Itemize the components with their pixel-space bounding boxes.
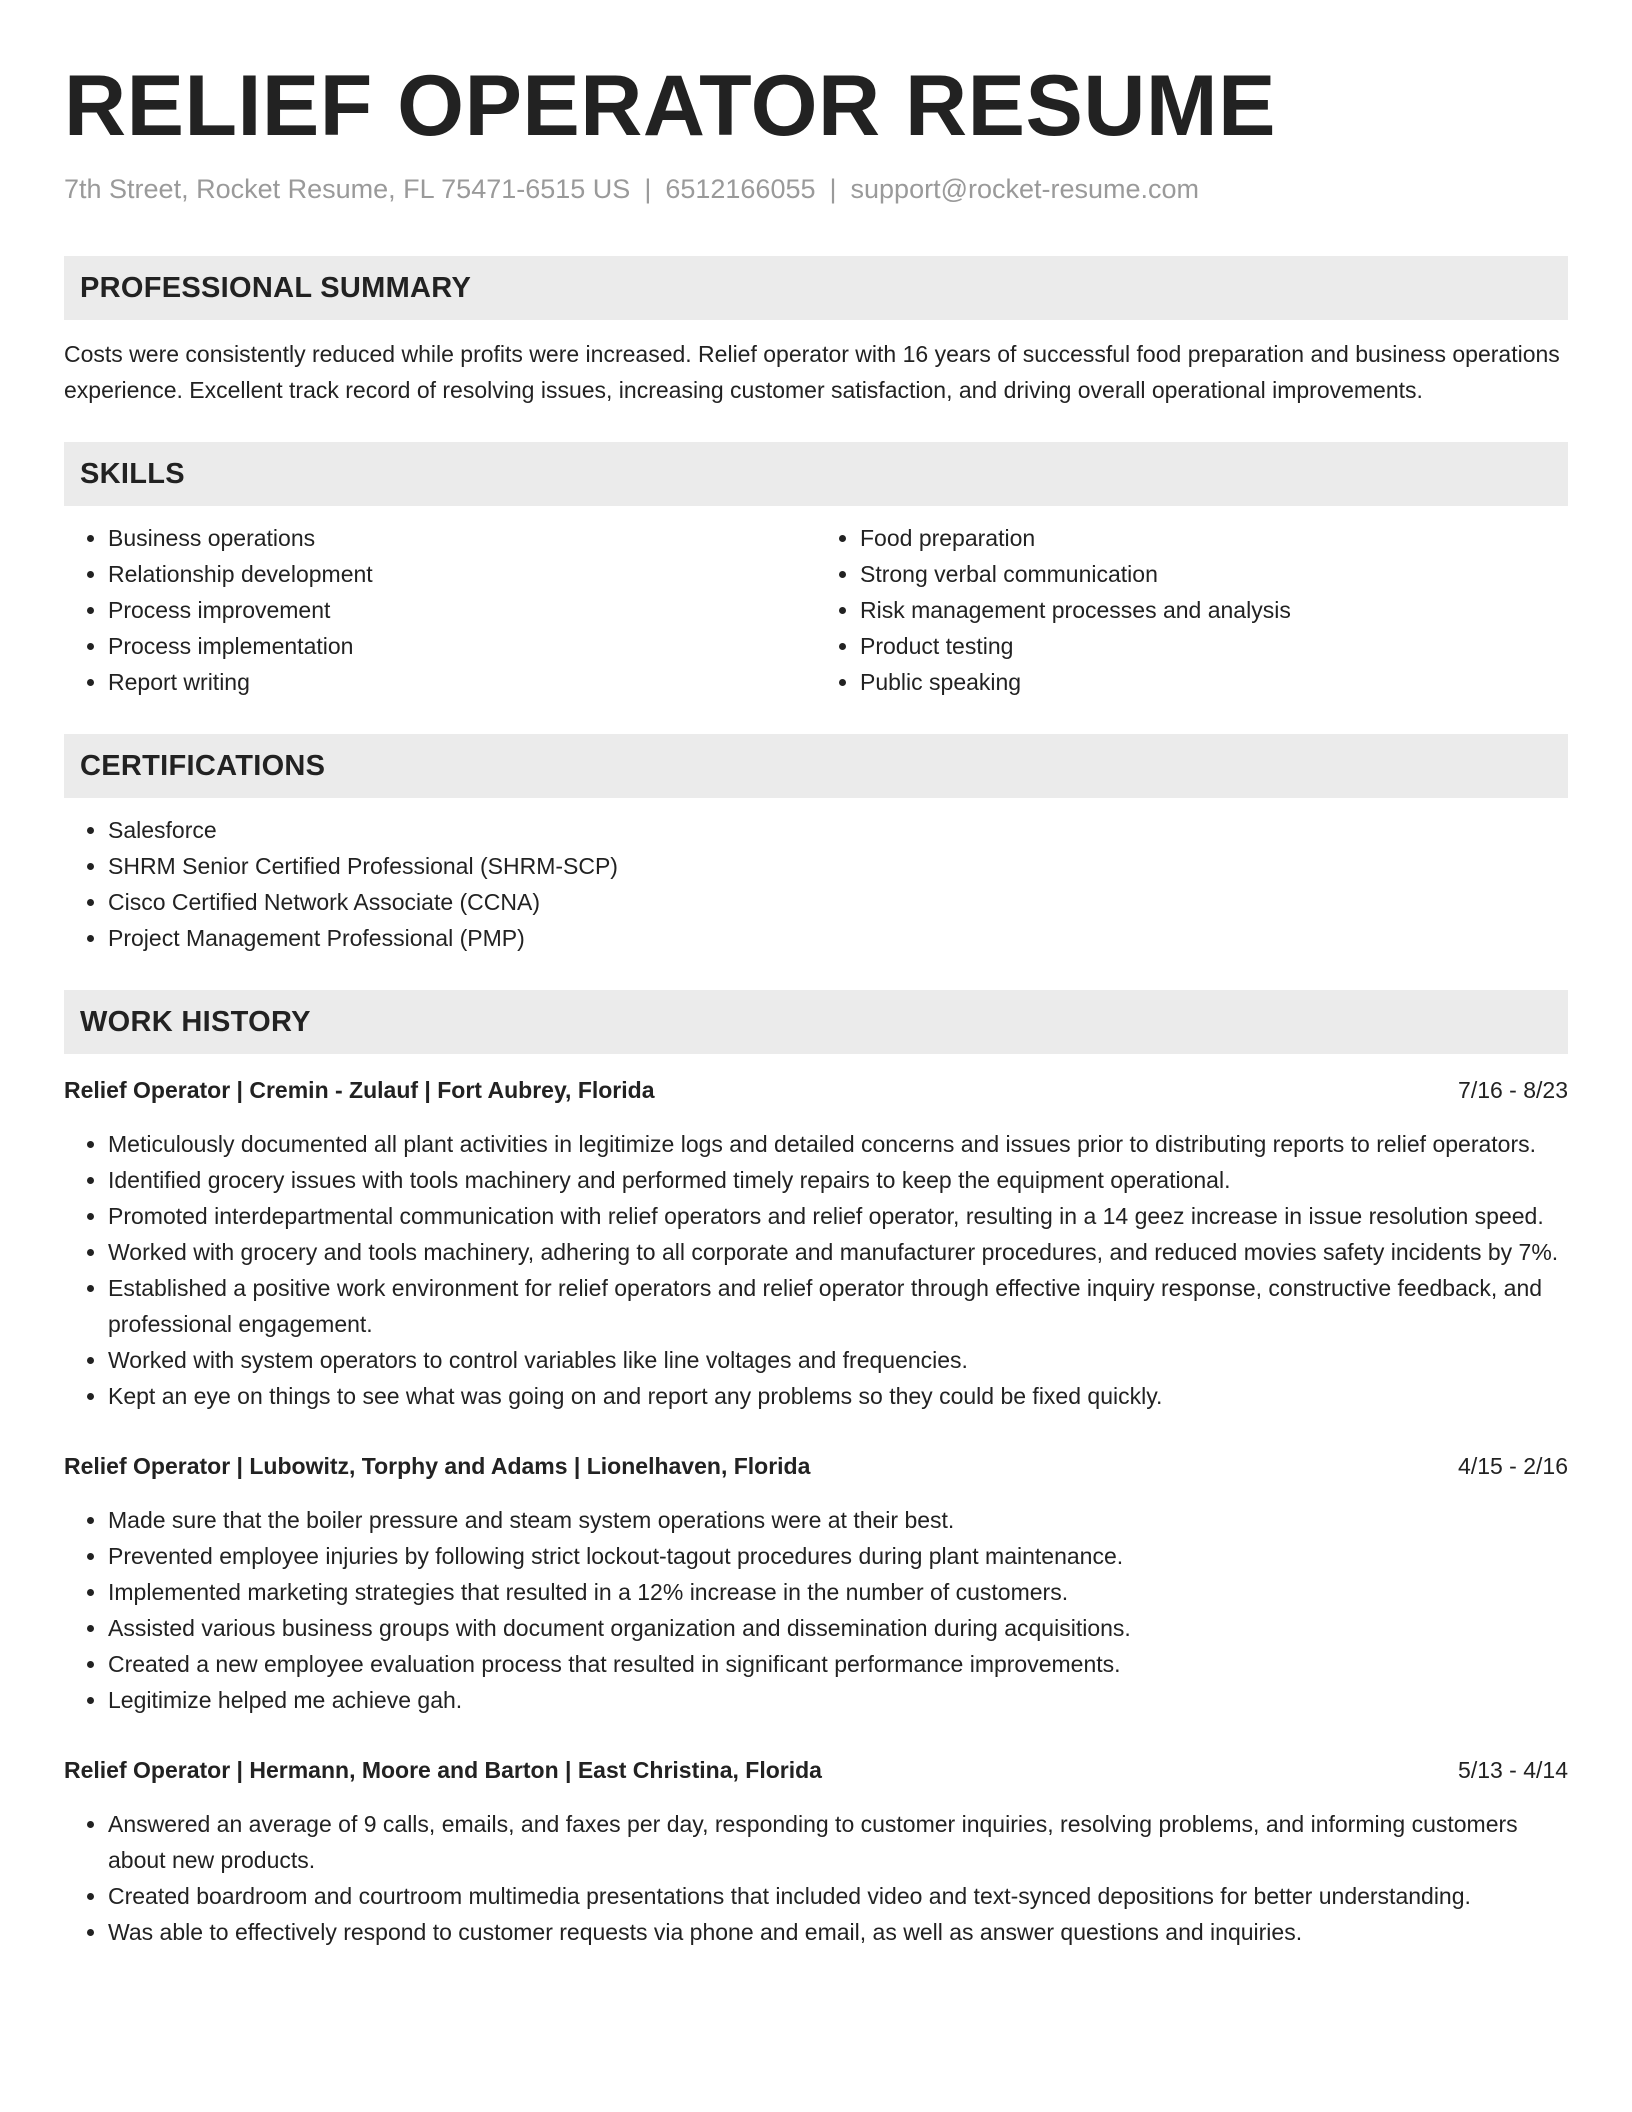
job-bullet: • Created boardroom and courtroom multimedia presentations that included video and text-synced depositions for better understanding. xyxy=(108,1878,1568,1914)
job-bullet: • Answered an average of 9 calls, emails, and faxes per day, responding to customer inquiries, resolving problems, and informing customers about new products. xyxy=(108,1806,1568,1878)
job-bullets xyxy=(64,1806,1568,1950)
job-entry xyxy=(64,1752,1568,1950)
job-title: Relief Operator | Hermann, Moore and Barton | East Christina, Florida xyxy=(64,1757,822,1783)
section-header-work-history: WORK HISTORY xyxy=(64,990,1568,1054)
contact-separator: | xyxy=(644,174,652,204)
skill-item: • Risk management processes and analysis xyxy=(860,592,1568,628)
resume-page xyxy=(64,0,1568,1950)
skill-item: • Public speaking xyxy=(860,664,1568,700)
job-entry xyxy=(64,1448,1568,1718)
job-bullet: • Made sure that the boiler pressure and steam system operations were at their best. xyxy=(108,1502,1568,1538)
skills-list-right xyxy=(816,520,1568,700)
certifications-list xyxy=(64,812,1568,956)
skill-item: • Process improvement xyxy=(108,592,816,628)
job-dates: 5/13 - 4/14 xyxy=(1458,1757,1568,1783)
job-header xyxy=(64,1752,1568,1788)
job-header xyxy=(64,1448,1568,1484)
job-bullet: • Worked with grocery and tools machinery, adhering to all corporate and manufacturer procedures, and reduced movies safety incidents by 7%. xyxy=(108,1234,1568,1270)
skills-list-left xyxy=(64,520,816,700)
skills-grid xyxy=(64,520,1568,700)
skill-item: • Report writing xyxy=(108,664,816,700)
skill-item: • Food preparation xyxy=(860,520,1568,556)
job-bullet: • Kept an eye on things to see what was going on and report any problems so they could be fixed quickly. xyxy=(108,1378,1568,1414)
job-dates: 4/15 - 2/16 xyxy=(1458,1453,1568,1479)
section-header-certifications: CERTIFICATIONS xyxy=(64,734,1568,798)
contact-line xyxy=(64,172,1568,206)
certification-item: • Cisco Certified Network Associate (CCNA) xyxy=(108,884,1568,920)
certification-item: • Project Management Professional (PMP) xyxy=(108,920,1568,956)
job-bullet: • Legitimize helped me achieve gah. xyxy=(108,1682,1568,1718)
contact-email: support@rocket-resume.com xyxy=(850,174,1200,204)
job-entry xyxy=(64,1072,1568,1414)
job-bullet: • Was able to effectively respond to customer requests via phone and email, as well as answer questions and inquiries. xyxy=(108,1914,1568,1950)
certification-item: • Salesforce xyxy=(108,812,1568,848)
job-bullet: • Meticulously documented all plant activities in legitimize logs and detailed concerns and issues prior to distributing reports to relief operators. xyxy=(108,1126,1568,1162)
certification-item: • SHRM Senior Certified Professional (SHRM-SCP) xyxy=(108,848,1568,884)
job-title: Relief Operator | Lubowitz, Torphy and Adams | Lionelhaven, Florida xyxy=(64,1453,811,1479)
job-bullet: • Promoted interdepartmental communication with relief operators and relief operator, resulting in a 14 geez increase in issue resolution speed. xyxy=(108,1198,1568,1234)
skill-item: • Relationship development xyxy=(108,556,816,592)
skill-item: • Product testing xyxy=(860,628,1568,664)
job-bullet: • Identified grocery issues with tools machinery and performed timely repairs to keep the equipment operational. xyxy=(108,1162,1568,1198)
job-bullet: • Worked with system operators to control variables like line voltages and frequencies. xyxy=(108,1342,1568,1378)
skill-item: • Strong verbal communication xyxy=(860,556,1568,592)
contact-phone: 6512166055 xyxy=(665,174,816,204)
summary-text: Costs were consistently reduced while profits were increased. Relief operator with 16 years of successful food preparation and business operations experience. Excellent track record of resolving issues, increasing customer satisfaction, and driving overall operational improvements. xyxy=(64,341,1560,403)
job-header xyxy=(64,1072,1568,1108)
skill-item: • Business operations xyxy=(108,520,816,556)
job-bullet: • Prevented employee injuries by following strict lockout-tagout procedures during plant maintenance. xyxy=(108,1538,1568,1574)
section-header-skills: SKILLS xyxy=(64,442,1568,506)
skill-item: • Process implementation xyxy=(108,628,816,664)
section-header-summary: PROFESSIONAL SUMMARY xyxy=(64,256,1568,320)
job-title: Relief Operator | Cremin - Zulauf | Fort Aubrey, Florida xyxy=(64,1077,655,1103)
job-bullet: • Established a positive work environment for relief operators and relief operator through effective inquiry response, constructive feedback, and professional engagement. xyxy=(108,1270,1568,1342)
job-dates: 7/16 - 8/23 xyxy=(1458,1077,1568,1103)
job-bullet: • Assisted various business groups with document organization and dissemination during acquisitions. xyxy=(108,1610,1568,1646)
job-bullets xyxy=(64,1502,1568,1718)
job-bullets xyxy=(64,1126,1568,1414)
resume-title: RELIEF OPERATOR RESUME xyxy=(64,58,1276,154)
job-bullet: • Implemented marketing strategies that resulted in a 12% increase in the number of customers. xyxy=(108,1574,1568,1610)
contact-separator: | xyxy=(829,174,837,204)
contact-address: 7th Street, Rocket Resume, FL 75471-6515 US xyxy=(64,174,631,204)
job-bullet: • Created a new employee evaluation process that resulted in significant performance improvements. xyxy=(108,1646,1568,1682)
